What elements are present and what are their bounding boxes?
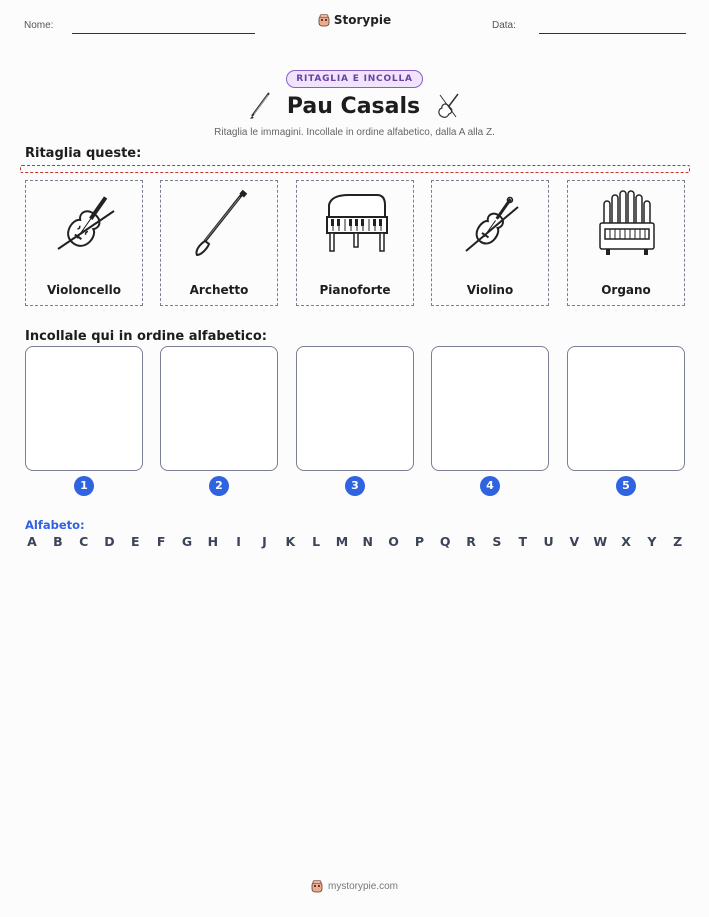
alphabet-letter: H xyxy=(207,534,219,549)
alphabet-letter: G xyxy=(181,534,193,549)
alphabet-letter: J xyxy=(262,534,267,549)
alphabet-letter: P xyxy=(414,534,424,549)
alphabet-letter: Q xyxy=(439,534,451,549)
paste-box-4[interactable] xyxy=(431,346,549,471)
cello-icon xyxy=(50,189,120,259)
alphabet-letter: A xyxy=(27,534,37,549)
alphabet-letter: B xyxy=(53,534,63,549)
number-badge: 4 xyxy=(480,476,500,496)
number-badge: 2 xyxy=(209,476,229,496)
footer-url[interactable]: mystorypie.com xyxy=(327,881,398,892)
name-label: Nome: xyxy=(24,20,54,31)
cut-line xyxy=(20,165,690,173)
cut-card-cello[interactable] xyxy=(25,180,143,306)
number-badge: 3 xyxy=(345,476,365,496)
cut-card-bow[interactable] xyxy=(160,180,278,306)
alphabet-letter: Y xyxy=(647,534,657,549)
card-label: Violoncello xyxy=(46,283,122,297)
violin-icon xyxy=(456,189,526,259)
card-label: Violino xyxy=(466,283,514,297)
brand-logo xyxy=(0,13,709,30)
page-title: Pau Casals xyxy=(286,93,421,119)
storypie-mascot-icon xyxy=(311,880,323,893)
alphabet-letter: R xyxy=(466,534,476,549)
cut-card-violin[interactable] xyxy=(431,180,549,306)
paste-section-label: Incollale qui in ordine alfabetico: xyxy=(25,329,267,344)
alphabet-letter: F xyxy=(156,534,166,549)
piano-icon xyxy=(321,189,391,259)
alphabet-letter: Z xyxy=(673,534,683,549)
alphabet-letter: V xyxy=(569,534,580,549)
cut-card-organ[interactable] xyxy=(567,180,685,306)
alphabet-letter: X xyxy=(621,534,631,549)
paste-box-5[interactable] xyxy=(567,346,685,471)
alphabet-letter: W xyxy=(593,534,608,549)
footer xyxy=(0,880,709,896)
paste-box-2[interactable] xyxy=(160,346,278,471)
number-badge: 5 xyxy=(616,476,636,496)
alphabet-letter: O xyxy=(388,534,399,549)
cut-section-label: Ritaglia queste: xyxy=(25,146,142,161)
name-line[interactable] xyxy=(72,33,255,34)
alphabet-letter: L xyxy=(312,534,321,549)
storypie-mascot-icon xyxy=(318,14,330,27)
date-line[interactable] xyxy=(539,33,686,34)
alphabet-letter: N xyxy=(362,534,373,549)
cut-card-piano[interactable] xyxy=(296,180,414,306)
card-label: Archetto xyxy=(189,283,249,297)
alphabet-letter: S xyxy=(492,534,502,549)
violin-icon xyxy=(434,91,462,121)
number-badge: 1 xyxy=(74,476,94,496)
alphabet-letter: C xyxy=(79,534,89,549)
alphabet-letter: E xyxy=(131,534,140,549)
alphabet-letter: M xyxy=(335,534,349,549)
organ-icon xyxy=(592,189,662,259)
card-label: Pianoforte xyxy=(319,283,391,297)
instructions: Ritaglia le immagini. Incollale in ordine alfabetico, dalla A alla Z. xyxy=(214,127,495,138)
alphabet-letter: D xyxy=(104,534,115,549)
bow-icon xyxy=(185,189,255,259)
alphabet-title: Alfabeto: xyxy=(25,518,85,532)
paste-box-3[interactable] xyxy=(296,346,414,471)
alphabet-letter: T xyxy=(518,534,527,549)
alphabet-letter: U xyxy=(543,534,554,549)
paste-box-1[interactable] xyxy=(25,346,143,471)
date-label: Data: xyxy=(492,20,516,31)
bow-icon xyxy=(247,91,273,121)
card-label: Organo xyxy=(601,283,651,297)
alphabet-row xyxy=(25,534,685,549)
brand-name: Storypie xyxy=(333,13,392,27)
activity-badge: RITAGLIA E INCOLLA xyxy=(286,70,423,88)
alphabet-letter: I xyxy=(236,534,241,549)
alphabet-letter: K xyxy=(285,534,296,549)
